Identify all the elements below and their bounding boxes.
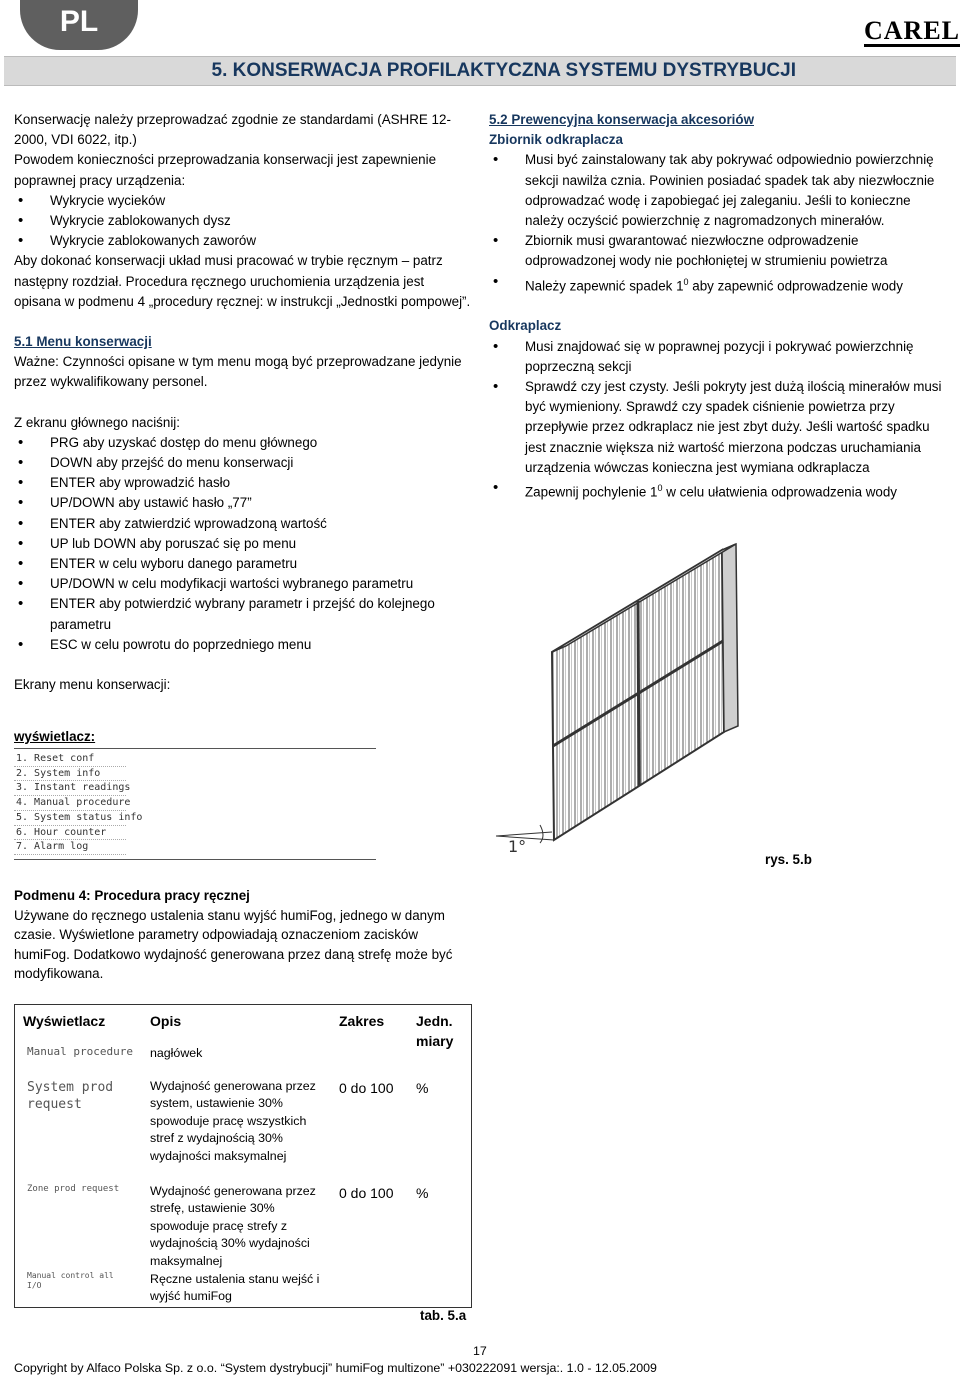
list-item: • ENTER w celu wyboru danego parametru [14,554,472,574]
separator-list [489,337,949,503]
table-row-range: 0 do 100 [339,1080,394,1096]
section-5-1-text: Ważne: Czynności opisane w tym menu mogą być przeprowadzane jedynie przez wykwalifikowany personel. [14,354,462,390]
table-caption: tab. 5.a [420,1308,467,1323]
table-header-desc: Opis [150,1013,182,1029]
list-item: • Sprawdź czy jest czysty. Jeśli pokryty jest dużą ilością minerałów musi być wymieniony. Sprawdź czy spadek ciśnienie powietrza przy przepływie przez odkraplacz nie jest zbyt duży. Jeśli wartość spadku jest znacznie większa niż wartość mierzona podczas uruchamiania urządzenia wówczas konieczna jest wymiana odkraplacza [489,377,949,478]
slope-text: aby zapewnić odprowadzenie wody [688,278,903,294]
table-row-unit: % [416,1185,429,1201]
list-item: • DOWN aby przejść do menu konserwacji [14,453,472,473]
table-row-range: 0 do 100 [339,1185,394,1201]
table-header-unit [416,1011,453,1051]
panel-divider [638,601,639,786]
page-title: 5. KONSERWACJA PROFILAKTYCZNA SYSTEMU DYSTRYBUCJI [211,60,796,81]
separator-heading: Odkraplacz [489,318,562,334]
right-column [489,110,949,503]
reason-text: Powodem konieczności przeprowadzania konserwacji jest zapewnienie poprawnej pracy urządzenia: [14,152,437,188]
press-intro: Z ekranu głównego naciśnij: [14,414,180,430]
table-header-range: Zakres [339,1013,385,1029]
parameter-table [14,1004,472,1308]
list-item: • ESC w celu powrotu do poprzedniego menu [14,635,472,655]
screens-label: Ekrany menu konserwacji: [14,677,171,693]
steps-list [14,433,472,655]
list-item [489,272,949,297]
angle-line [496,832,552,836]
lcd-line: 6. Hour counter [14,826,126,841]
table-row-desc: Wydajność generowana przez system, ustawienie 30% spowoduje pracę wszystkich stref z wydajnością 30% wydajności maksymalnej [150,1079,316,1163]
unit-line-2: miary [416,1033,454,1049]
table-row-lcd: Zone prod request [27,1184,120,1194]
reason-list [14,191,472,252]
list-item: • Wykrycie wycieków [14,191,472,211]
list-item [489,478,949,503]
list-item: • Wykrycie zablokowanych zaworów [14,231,472,251]
lcd-line: 7. Alarm log [14,840,126,855]
lcd-line: 3. Instant readings [14,781,126,796]
separator-figure [490,540,770,860]
submenu-4-text: Używane do ręcznego ustalenia stanu wyjść humiFog, jednego w danym czasie. Wyświetlone parametry odpowiadają oznaczeniom zacisków humiFog. Dodatkowo wydajność generowana przez daną strefę może być modyfikowana. [14,907,453,982]
unit-line-1: Jedn. [416,1013,453,1029]
lcd-display [14,748,376,860]
table-row-desc: nagłówek [150,1046,203,1060]
table-row-desc: Wydajność generowana przez strefę, ustawienie 30% spowoduje pracę strefy z wydajnością 30% wydajności maksymalnej [150,1184,316,1268]
submenu-4-heading: Podmenu 4: Procedura pracy ręcznej [14,888,250,903]
slope-text: w celu ułatwienia odprowadzenia wody [662,484,898,500]
panel-side [722,544,738,732]
slope-text: Zapewnij pochylenie 1 [525,484,658,500]
tank-list [489,150,949,296]
lcd-line: 4. Manual procedure [14,796,126,811]
list-item: • PRG aby uzyskać dostęp do menu głównego [14,433,472,453]
list-item: • UP/DOWN aby ustawić hasło „77” [14,493,472,513]
display-label: wyświetlacz: [14,729,96,744]
degree-sup: 0 [657,482,663,493]
lcd-line: 1. Reset conf [14,752,126,767]
section-5-2-heading: 5.2 Prewencyjna konserwacja akcesoriów [489,112,754,127]
list-item: • ENTER aby wprowadzić hasło [14,473,472,493]
degree-sup: 0 [683,276,689,287]
list-item: • UP lub DOWN aby poruszać się po menu [14,534,472,554]
page-number: 17 [473,1344,487,1358]
table-header-display: Wyświetlacz [23,1013,106,1029]
manual-note: Aby dokonać konserwacji układ musi pracować w trybie ręcznym – patrz następny rozdział. Procedura ręcznego uruchomienia urządzenia jest opisana w podmenu 4 „procedury ręcznej: w instrukcji „Jednostki pompowej”. [14,253,471,309]
angle-label: 1° [508,837,527,856]
list-item: • Zbiornik musi gwarantować niezwłoczne odprowadzenie odprowadzonej wody nie pochłoniętej w strumieniu powietrza [489,231,949,271]
footer-copyright: Copyright by Alfaco Polska Sp. z o.o. “System dystrybucji” humiFog multizone” +030222091 wersja:. 1.0 - 12.05.2009 [14,1361,657,1375]
list-item: • Musi znajdować się w poprawnej pozycji i pokrywać powierzchnię poprzeczną sekcji [489,337,949,377]
table-row-desc: Ręczne ustalenia stanu wejść i wyjść humiFog [150,1272,320,1304]
tank-heading: Zbiornik odkraplacza [489,132,623,148]
list-item: • ENTER aby potwierdzić wybrany parametr i przejść do kolejnego parametru [14,594,472,634]
language-badge: PL [20,0,138,50]
section-5-1-heading: 5.1 Menu konserwacji [14,334,152,350]
list-item: • Wykrycie zablokowanych dysz [14,211,472,231]
slope-text: Należy zapewnić spadek 1 [525,278,684,294]
table-row-lcd: Manual procedure [27,1045,133,1058]
list-item: • UP/DOWN w celu modyfikacji wartości wybranego parametru [14,574,472,594]
left-column [14,110,472,695]
brand-logo: CAREL [864,16,960,45]
angle-arc [540,825,543,843]
intro-text: Konserwację należy przeprowadzać zgodnie ze standardami (ASHRE 12-2000, VDI 6022, itp.) [14,112,451,148]
list-item: • Musi być zainstalowany tak aby pokrywać odpowiednio powierzchnię sekcji nawilża cznia. Powinien posiadać spadek tak aby niezwłocznie odprowadzać wodę i zapobiegać jej zaleganiu. Jeśli to konieczne należy oczyścić powierzchnię z nagromadzonych minerałów. [489,150,949,231]
lcd-line: 5. System status info [14,811,126,826]
lcd-line: 2. System info [14,767,126,782]
table-row-lcd: Manual control all I/O [27,1271,114,1290]
figure-caption: rys. 5.b [765,852,812,867]
table-row-lcd: System prod request [27,1080,114,1112]
table-row-unit: % [416,1080,429,1096]
list-item: • ENTER aby zatwierdzić wprowadzoną wartość [14,514,472,534]
title-bar [4,56,956,86]
submenu-4 [14,886,464,984]
